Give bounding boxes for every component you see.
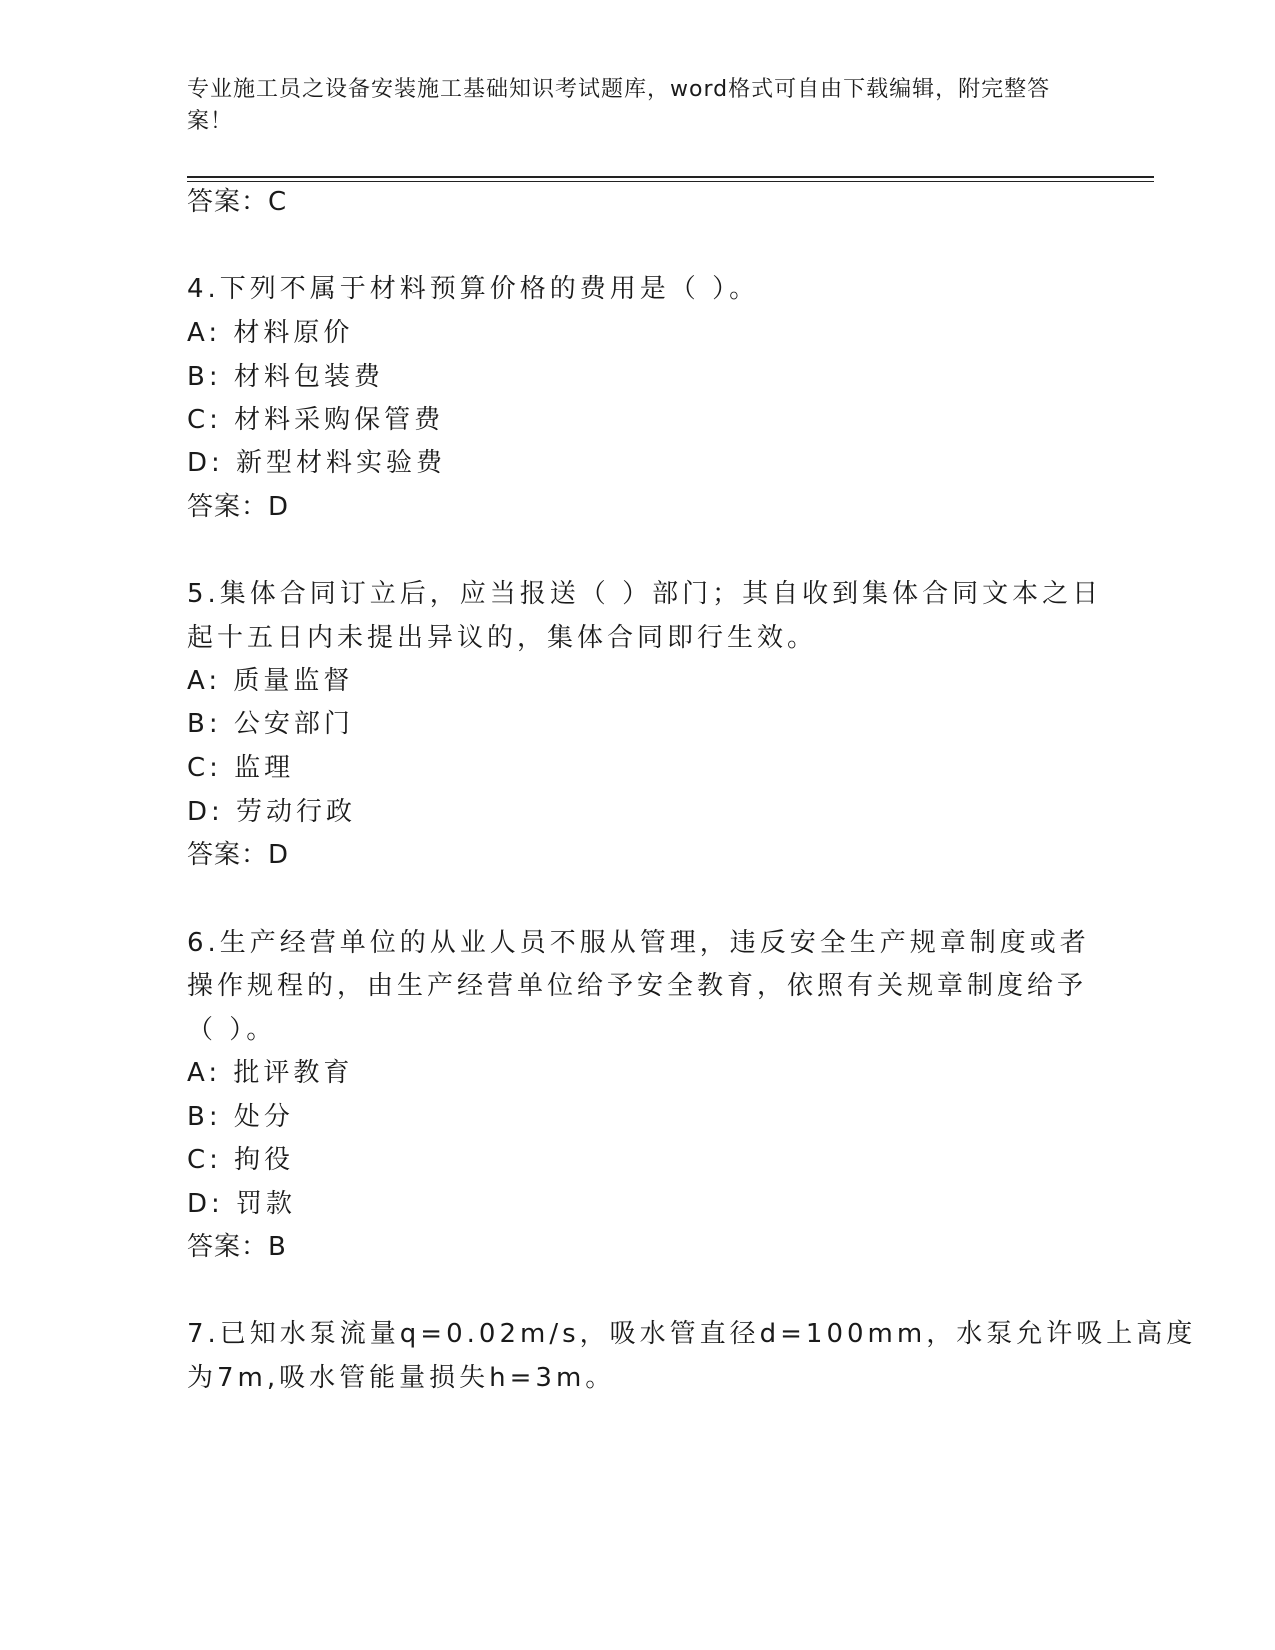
answer-q6: 答案：B	[187, 1232, 287, 1262]
question-4-stem-line-1: 4.下列不属于材料预算价格的费用是（ ）。	[187, 274, 760, 304]
question-6-option-a: A: 批评教育	[187, 1058, 354, 1088]
question-5-stem-line-2: 起十五日内未提出异议的，集体合同即行生效。	[187, 623, 818, 653]
header-divider-thin	[187, 181, 1154, 182]
question-6-stem-line-2: 操作规程的，由生产经营单位给予安全教育，依照有关规章制度给予	[187, 971, 1088, 1001]
question-4-option-c: C: 材料采购保管费	[187, 405, 445, 435]
header-divider	[187, 176, 1154, 178]
question-6-option-c: C: 拘役	[187, 1145, 295, 1175]
question-6-stem-line-3: （ ）。	[187, 1015, 277, 1045]
question-5-option-d: D: 劳动行政	[187, 797, 357, 827]
question-5-option-c: C: 监理	[187, 753, 295, 783]
question-5-stem-line-1: 5.集体合同订立后，应当报送（ ）部门；其自收到集体合同文本之日	[187, 579, 1103, 609]
answer-q3: 答案：C	[187, 187, 288, 217]
question-5-option-b: B: 公安部门	[187, 709, 354, 739]
question-6-option-b: B: 处分	[187, 1102, 294, 1132]
question-7-stem-line-1: 7.已知水泵流量q=0.02m/s，吸水管直径d=100mm，水泵允许吸上高度	[187, 1319, 1197, 1349]
question-5-option-a: A: 质量监督	[187, 666, 354, 696]
answer-q5: 答案：D	[187, 840, 290, 870]
question-4-option-d: D: 新型材料实验费	[187, 448, 447, 478]
question-7-stem-line-2: 为7m,吸水管能量损失h=3m。	[187, 1363, 616, 1393]
question-6-stem-line-1: 6.生产经营单位的从业人员不服从管理，违反安全生产规章制度或者	[187, 928, 1090, 958]
document-header: 专业施工员之设备安装施工基础知识考试题库，word格式可自由下载编辑，附完整答案！	[187, 77, 1051, 134]
question-4-option-a: A: 材料原价	[187, 318, 354, 348]
question-4-option-b: B: 材料包装费	[187, 362, 384, 392]
answer-q4: 答案：D	[187, 492, 290, 522]
question-6-option-d: D: 罚款	[187, 1189, 297, 1219]
